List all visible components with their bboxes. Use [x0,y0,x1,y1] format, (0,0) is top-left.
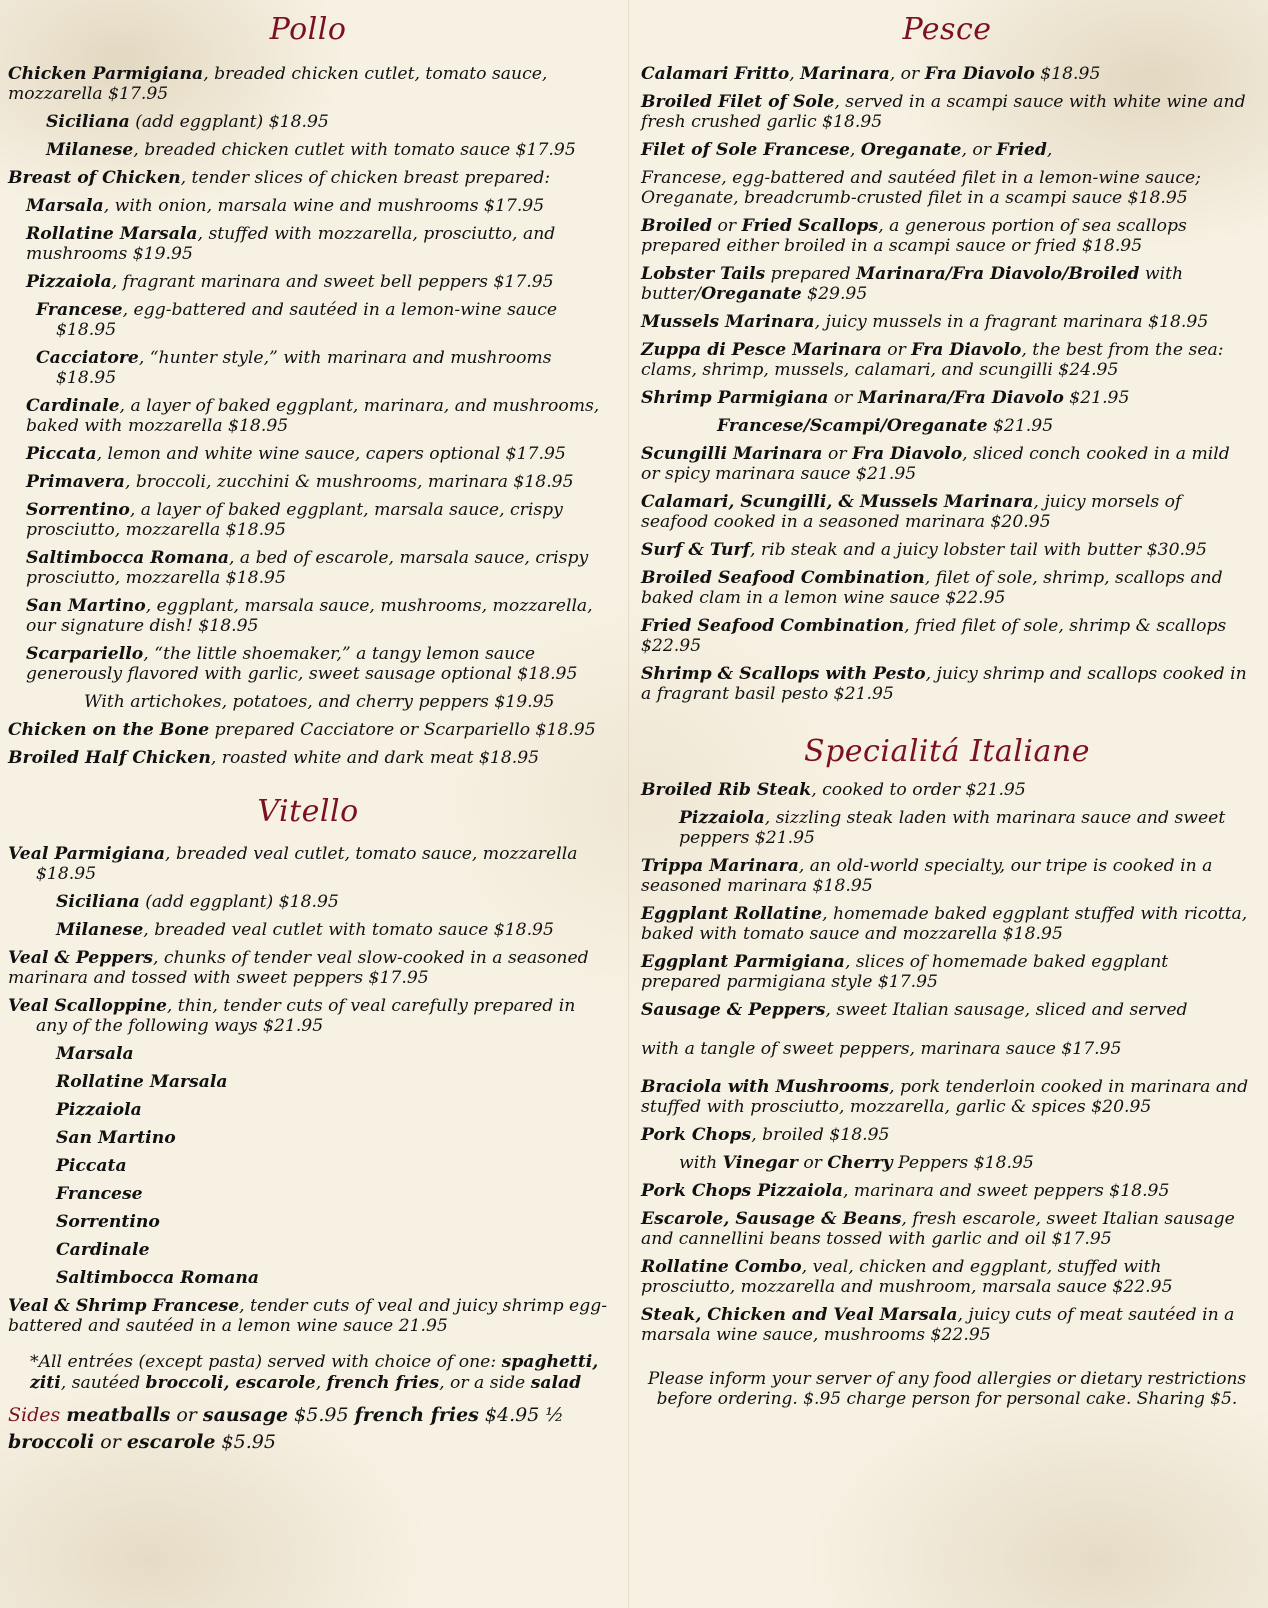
menu-item-rollatine-marsala: Rollatine Marsala, stuffed with mozzarella, prosciutto, and mushrooms $19.95 [26,224,556,264]
menu-item-zuppa-di-pesce: Zuppa di Pesce Marinara or Fra Diavolo, the best from the sea: clams, shrimp, mussels, calamari, and scungilli $24.95 [641,340,1224,380]
menu-item-braciola: Braciola with Mushrooms, pork tenderloin cooked in marinara and stuffed with prosciutto, mozzarella, garlic & spices $20.95 [641,1077,1249,1117]
menu-item-pork-chops-peppers: with Vinegar or Cherry Peppers $18.95 [679,1153,1034,1173]
right-column [641,0,1253,1409]
menu-item-scallops: Broiled or Fried Scallops, a generous portion of sea scallops prepared either broiled in a scampi sauce or fried $18.95 [641,216,1187,256]
menu-item-eggplant-rollatine: Eggplant Rollatine, homemade baked eggplant stuffed with ricotta, baked with tomato sauce and mozzarella $18.95 [641,904,1248,944]
scalloppine-way: Piccata [56,1156,127,1176]
menu-item-siciliana: Siciliana (add eggplant) $18.95 [46,112,329,132]
menu-item-calamari-fritto: Calamari Fritto, Marinara, or Fra Diavolo $18.95 [641,64,1101,84]
menu-item-shrimp-francese: Francese/Scampi/Oreganate $21.95 [717,416,1054,436]
menu-item-filet-of-sole-francese: Filet of Sole Francese, Oreganate, or Fried, [641,140,1053,160]
section-title-pesce: Pesce [902,12,992,47]
menu-item-primavera: Primavera, broccoli, zucchini & mushrooms, marinara $18.95 [26,472,574,492]
menu-item-pork-chops-pizzaiola: Pork Chops Pizzaiola, marinara and sweet peppers $18.95 [641,1181,1170,1201]
menu-item-broiled-half-chicken: Broiled Half Chicken, roasted white and dark meat $18.95 [8,748,540,768]
scalloppine-way: Saltimbocca Romana [56,1268,259,1288]
scalloppine-way: San Martino [56,1128,176,1148]
menu-item-francese: Francese, egg-battered and sautéed in a lemon-wine sauce $18.95 [36,300,558,340]
menu-item-shrimp-parmigiana: Shrimp Parmigiana or Marinara/Fra Diavolo $21.95 [641,388,1130,408]
menu-item-veal-parmigiana: Veal Parmigiana, breaded veal cutlet, tomato sauce, mozzarella $18.95 [8,844,578,884]
sides-line: Sides meatballs or sausage $5.95 french fries $4.95 ½ broccoli or escarole $5.95 [8,1404,564,1453]
scalloppine-way: Marsala [56,1044,134,1064]
menu-item-sausage-peppers: Sausage & Peppers, sweet Italian sausage, sliced and served [641,1000,1188,1020]
menu-item-steak-chicken-veal-marsala: Steak, Chicken and Veal Marsala, juicy cuts of meat sautéed in a marsala wine sauce, mushrooms $22.95 [641,1305,1235,1345]
menu-item-sorrentino: Sorrentino, a layer of baked eggplant, marsala sauce, crispy prosciutto, mozzarella $18.95 [26,500,563,540]
menu-item-marsala: Marsala, with onion, marsala wine and mushrooms $17.95 [26,196,545,216]
menu-item-escarole-sausage-beans: Escarole, Sausage & Beans, fresh escarole, sweet Italian sausage and cannellini beans tossed with garlic and oil $17.95 [641,1209,1235,1249]
menu-item-veal-and-peppers: Veal & Peppers, chunks of tender veal slow-cooked in a seasoned marinara and tossed with sweet peppers $17.95 [8,948,589,988]
menu-item-rollatine-combo: Rollatine Combo, veal, chicken and eggplant, stuffed with prosciutto, mozzarella and mushroom, marsala sauce $22.95 [641,1257,1173,1297]
menu-item-veal-scalloppine: Veal Scalloppine, thin, tender cuts of veal carefully prepared in any of the following ways $21.95 [8,996,576,1036]
section-title-specialita: Specialitá Italiane [804,734,1090,769]
column-divider [628,0,629,1608]
menu-item-pizzaiola: Pizzaiola, fragrant marinara and sweet bell peppers $17.95 [26,272,554,292]
menu-item-broiled-seafood-combination: Broiled Seafood Combination, filet of sole, shrimp, scallops and baked clam in a lemon wine sauce $22.95 [641,568,1223,608]
menu-item-veal-shrimp-francese: Veal & Shrimp Francese, tender cuts of veal and juicy shrimp egg-battered and sautéed in a lemon wine sauce 21.95 [8,1296,608,1336]
menu-item-saltimbocca-romana: Saltimbocca Romana, a bed of escarole, marsala sauce, crispy prosciutto, mozzarella $18.95 [26,548,589,588]
menu-item-cacciatore: Cacciatore, “hunter style,” with marinara and mushrooms $18.95 [36,348,552,388]
menu-item-san-martino: San Martino, eggplant, marsala sauce, mushrooms, mozzarella, our signature dish! $18.95 [26,596,593,636]
menu-item-lobster-tails: Lobster Tails prepared Marinara/Fra Diavolo/Broiled with butter/Oreganate $29.95 [641,264,1184,304]
scalloppine-way: Francese [56,1184,143,1204]
menu-item-sausage-peppers-desc: with a tangle of sweet peppers, marinara sauce $17.95 [641,1039,1122,1059]
menu-item-chicken-parmigiana: Chicken Parmigiana, breaded chicken cutlet, tomato sauce, mozzarella $17.95 [8,64,548,104]
menu-item-scarpariello: Scarpariello, “the little shoemaker,” a tangy lemon sauce generously flavored with garlic, sweet sausage optional $18.95 [26,644,578,684]
menu-item-broiled-rib-steak: Broiled Rib Steak, cooked to order $21.95 [641,780,1026,800]
left-column [8,0,608,1456]
menu-item-artichokes: With artichokes, potatoes, and cherry peppers $19.95 [84,692,555,712]
menu-item-breast-of-chicken: Breast of Chicken, tender slices of chicken breast prepared: [8,168,551,188]
menu-item-piccata: Piccata, lemon and white wine sauce, capers optional $17.95 [26,444,566,464]
scalloppine-way: Cardinale [56,1240,150,1260]
menu-item-veal-milanese: Milanese, breaded veal cutlet with tomato sauce $18.95 [56,920,554,940]
menu-item-trippa-marinara: Trippa Marinara, an old-world specialty, our tripe is cooked in a seasoned marinara $18.95 [641,856,1213,896]
section-title-pollo: Pollo [269,12,347,47]
menu-item-surf-and-turf: Surf & Turf, rib steak and a juicy lobster tail with butter $30.95 [641,540,1207,560]
entree-note: *All entrées (except pasta) served with choice of one: spaghetti, ziti, sautéed broccoli, escarole, french fries, or a side salad [30,1352,599,1393]
menu-item-fried-seafood-combination: Fried Seafood Combination, fried filet of sole, shrimp & scallops $22.95 [641,616,1227,656]
scalloppine-way: Pizzaiola [56,1100,142,1120]
menu-item-filet-of-sole-desc: Francese, egg-battered and sautéed filet in a lemon-wine sauce; Oreganate, breadcrumb-crusted filet in a scampi sauce $18.95 [641,168,1201,208]
menu-item-veal-siciliana: Siciliana (add eggplant) $18.95 [56,892,339,912]
scalloppine-way: Sorrentino [56,1212,160,1232]
menu-item-scungilli-marinara: Scungilli Marinara or Fra Diavolo, sliced conch cooked in a mild or spicy marinara sauce $21.95 [641,444,1230,484]
menu-item-chicken-on-the-bone: Chicken on the Bone prepared Cacciatore or Scarpariello $18.95 [8,720,596,740]
menu-item-eggplant-parmigiana: Eggplant Parmigiana, slices of homemade baked eggplant prepared parmigiana style $17.95 [641,952,1169,992]
menu-item-seafood-marinara-combo: Calamari, Scungilli, & Mussels Marinara, juicy morsels of seafood cooked in a seasoned marinara $20.95 [641,492,1182,532]
menu-item-cardinale: Cardinale, a layer of baked eggplant, marinara, and mushrooms, baked with mozzarella $18.95 [26,396,600,436]
menu-item-steak-pizzaiola: Pizzaiola, sizzling steak laden with marinara sauce and sweet peppers $21.95 [679,808,1226,848]
scalloppine-way: Rollatine Marsala [56,1072,228,1092]
menu-item-broiled-filet-of-sole: Broiled Filet of Sole, served in a scampi sauce with white wine and fresh crushed garlic $18.95 [641,92,1246,132]
allergy-note: Please inform your server of any food allergies or dietary restrictions before ordering. $.95 charge person for personal cake. Sharing $5. [647,1369,1247,1409]
section-title-vitello: Vitello [257,794,359,829]
menu-item-pork-chops: Pork Chops, broiled $18.95 [641,1125,890,1145]
menu-item-shrimp-scallops-pesto: Shrimp & Scallops with Pesto, juicy shrimp and scallops cooked in a fragrant basil pesto $21.95 [641,664,1247,704]
menu-item-mussels-marinara: Mussels Marinara, juicy mussels in a fragrant marinara $18.95 [641,312,1209,332]
menu-item-milanese: Milanese, breaded chicken cutlet with tomato sauce $17.95 [46,140,576,160]
